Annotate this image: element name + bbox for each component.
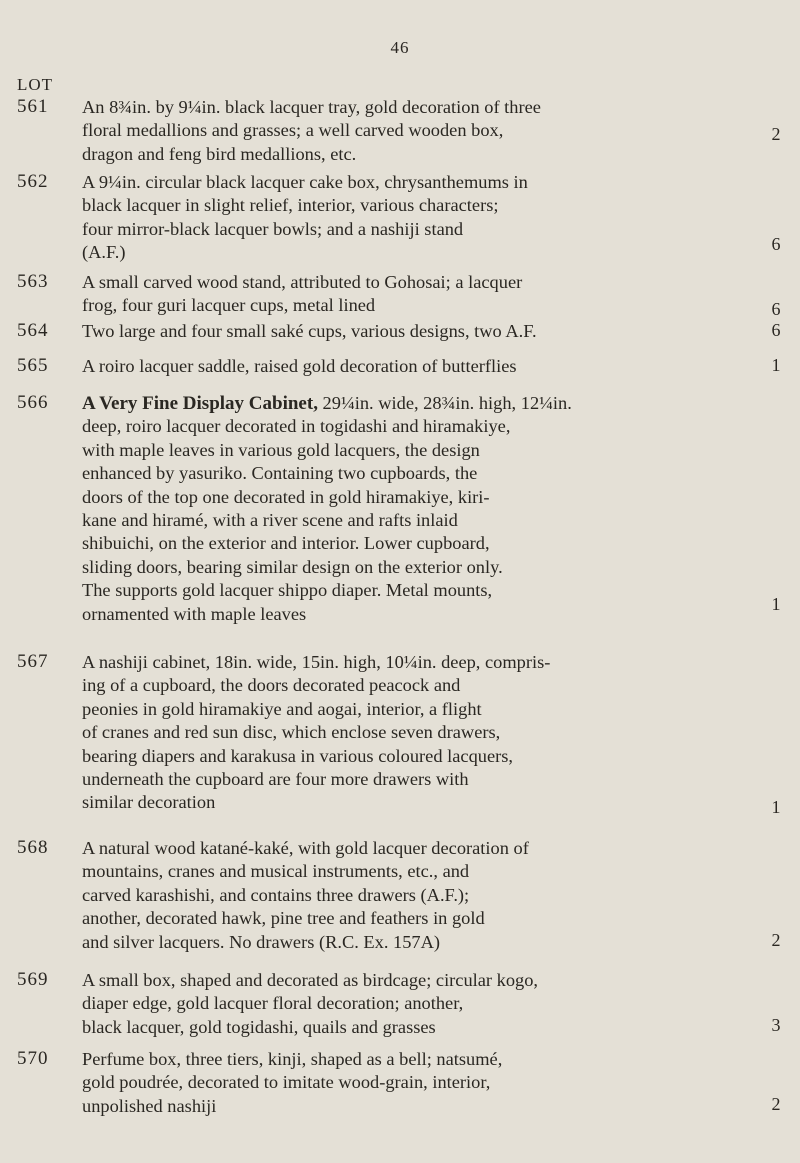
lot-description (82, 651, 764, 815)
lot-title-bold: A Very Fine Display Cabinet, (82, 393, 318, 414)
lot-column-heading: LOT (17, 75, 54, 94)
lot-quantity: 3 (771, 1015, 781, 1035)
lot-number: 568 (17, 837, 49, 858)
description-line (82, 392, 764, 415)
description-line: gold poudrée, decorated to imitate wood-grain, interior, (82, 1072, 491, 1093)
lot-number: 563 (17, 271, 49, 292)
description-line: The supports gold lacquer shippo diaper. Metal mounts, (82, 580, 493, 601)
lot-quantity: 2 (771, 930, 781, 950)
lot-number: 564 (17, 320, 49, 341)
description-line: kane and hiramé, with a river scene and rafts inlaid (82, 510, 458, 531)
lot-number: 566 (17, 392, 49, 413)
description-line: bearing diapers and karakusa in various coloured lacquers, (82, 745, 513, 766)
description-line: black lacquer, gold togidashi, quails and grasses (82, 1016, 436, 1037)
lot-number: 561 (17, 96, 49, 117)
description-line: of cranes and red sun disc, which enclose seven drawers, (82, 722, 501, 743)
lot-description (82, 837, 764, 954)
lot-description (82, 355, 764, 378)
lot-description (82, 320, 764, 343)
lot-description (82, 1048, 764, 1118)
description-line: deep, roiro lacquer decorated in togidashi and hiramakiye, (82, 416, 511, 437)
description-line: peonies in gold hiramakiye and aogai, interior, a flight (82, 698, 482, 719)
lot-description (82, 969, 764, 1039)
lot-number: 569 (17, 969, 49, 990)
description-line: underneath the cupboard are four more drawers with (82, 769, 469, 790)
lot-quantity: 6 (771, 234, 781, 254)
lot-description (82, 392, 764, 626)
description-line: diaper edge, gold lacquer floral decoration; another, (82, 993, 464, 1014)
description-line: unpolished nashiji (82, 1095, 217, 1116)
description-line: frog, four guri lacquer cups, metal lined (82, 295, 376, 316)
description-line: (A.F.) (82, 242, 126, 263)
description-line: dragon and feng bird medallions, etc. (82, 143, 357, 164)
page-number: 46 (390, 38, 410, 57)
lot-quantity: 2 (771, 124, 781, 144)
description-line: doors of the top one decorated in gold hiramakiye, kiri- (82, 486, 490, 507)
description-line: black lacquer in slight relief, interior, various characters; (82, 195, 499, 216)
description-line: enhanced by yasuriko. Containing two cupboards, the (82, 463, 478, 484)
description-line: another, decorated hawk, pine tree and feathers in gold (82, 908, 485, 929)
description-line: Two large and four small saké cups, various designs, two A.F. (82, 321, 537, 341)
description-line: A natural wood katané-kaké, with gold lacquer decoration of (82, 838, 529, 858)
lot-description (82, 96, 764, 166)
description-line: floral medallions and grasses; a well carved wooden box, (82, 120, 504, 141)
description-line: ornamented with maple leaves (82, 603, 307, 624)
description-line: A roiro lacquer saddle, raised gold decoration of butterflies (82, 356, 517, 376)
lot-quantity: 6 (771, 299, 781, 319)
lot-quantity: 1 (771, 355, 781, 375)
lot-number: 570 (17, 1048, 49, 1069)
description-line: four mirror-black lacquer bowls; and a nashiji stand (82, 218, 464, 239)
lot-description (82, 271, 764, 318)
description-line: carved karashishi, and contains three drawers (A.F.); (82, 884, 470, 905)
lot-quantity: 6 (771, 320, 781, 340)
description-line: with maple leaves in various gold lacquers, the design (82, 439, 480, 460)
description-line: An 8¾in. by 9¼in. black lacquer tray, gold decoration of three (82, 97, 541, 117)
lot-number: 565 (17, 355, 49, 376)
description-line: shibuichi, on the exterior and interior. Lower cupboard, (82, 533, 490, 554)
description-line: sliding doors, bearing similar design on the exterior only. (82, 556, 503, 577)
description-text: 29¼in. wide, 28¾in. high, 12¼in. (317, 393, 572, 413)
description-line: mountains, cranes and musical instruments, etc., and (82, 861, 470, 882)
description-line: A small carved wood stand, attributed to Gohosai; a lacquer (82, 272, 523, 292)
description-line: Perfume box, three tiers, kinji, shaped as a bell; natsumé, (82, 1049, 503, 1069)
lot-description (82, 171, 764, 265)
lot-quantity: 1 (771, 594, 781, 614)
lot-number: 562 (17, 171, 49, 192)
lot-quantity: 1 (771, 797, 781, 817)
lot-number: 567 (17, 651, 49, 672)
description-line: ing of a cupboard, the doors decorated peacock and (82, 675, 461, 696)
description-line: A nashiji cabinet, 18in. wide, 15in. high, 10¼in. deep, compris- (82, 652, 551, 672)
description-line: similar decoration (82, 792, 216, 813)
description-line: and silver lacquers. No drawers (R.C. Ex. 157A) (82, 931, 441, 952)
description-line: A small box, shaped and decorated as birdcage; circular kogo, (82, 970, 539, 990)
description-line: A 9¼in. circular black lacquer cake box, chrysanthemums in (82, 172, 528, 192)
lot-quantity: 2 (771, 1094, 781, 1114)
